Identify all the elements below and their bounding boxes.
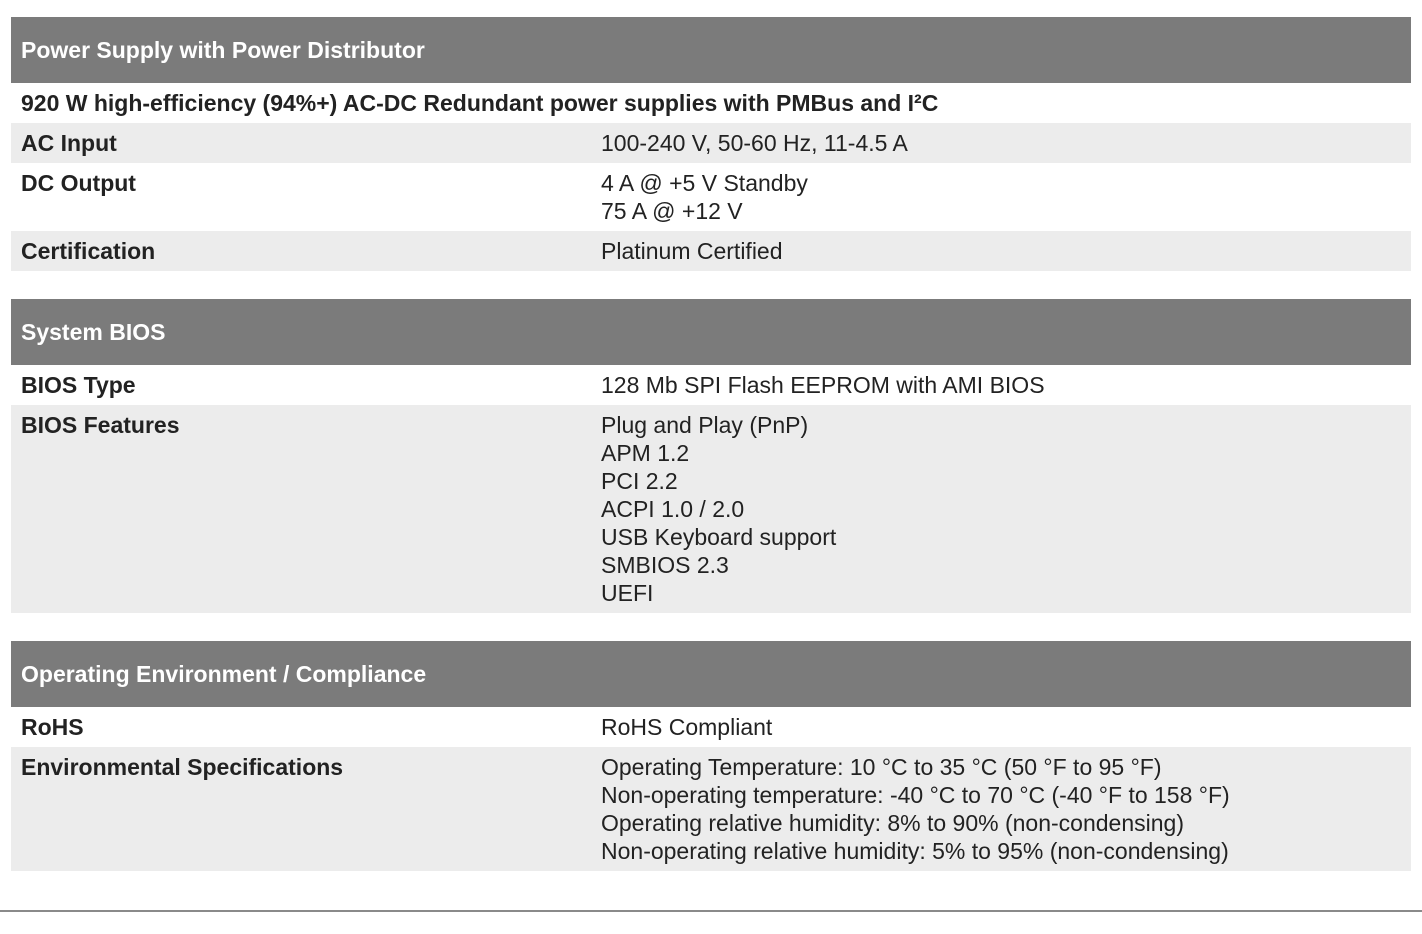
section-header-system-bios: System BIOS <box>11 299 1411 365</box>
spec-value <box>601 169 1411 225</box>
spec-label: Certification <box>21 238 156 264</box>
spec-value-line: ACPI 1.0 / 2.0 <box>601 496 745 522</box>
operating-environment-table <box>11 641 1411 871</box>
spec-value-line: 4 A @ +5 V Standby <box>601 170 808 196</box>
spec-row-certification <box>11 231 1411 271</box>
power-supply-summary: 920 W high-efficiency (94%+) AC-DC Redundant power supplies with PMBus and I²C <box>21 90 939 116</box>
spec-row-environmental-specifications <box>11 747 1411 871</box>
spec-value-line: UEFI <box>601 580 654 606</box>
spec-label: DC Output <box>21 170 136 196</box>
section-header-power-supply: Power Supply with Power Distributor <box>11 17 1411 83</box>
spec-row-rohs <box>11 707 1411 747</box>
spec-value-line: Platinum Certified <box>601 238 783 264</box>
spec-value-line: USB Keyboard support <box>601 524 837 550</box>
spec-value <box>601 713 1411 741</box>
spec-value-line: SMBIOS 2.3 <box>601 552 729 578</box>
spec-value <box>601 411 1411 607</box>
spec-value-line: 128 Mb SPI Flash EEPROM with AMI BIOS <box>601 372 1045 398</box>
spec-value-line: Non-operating temperature: -40 °C to 70 °C (-40 °F to 158 °F) <box>601 782 1230 808</box>
bottom-divider <box>0 910 1422 912</box>
spec-value <box>601 371 1411 399</box>
spec-value-line: Non-operating relative humidity: 5% to 95% (non-condensing) <box>601 838 1229 864</box>
spec-label: Environmental Specifications <box>21 754 344 780</box>
spec-value <box>601 129 1411 157</box>
power-supply-table <box>11 17 1411 271</box>
spec-value-line: 75 A @ +12 V <box>601 198 743 224</box>
spec-row-ac-input <box>11 123 1411 163</box>
spec-value <box>601 753 1411 865</box>
spec-row-bios-features <box>11 405 1411 613</box>
spec-value-line: RoHS Compliant <box>601 714 773 740</box>
spec-value-line: Operating relative humidity: 8% to 90% (non-condensing) <box>601 810 1184 836</box>
spec-row-dc-output <box>11 163 1411 231</box>
spec-value-line: PCI 2.2 <box>601 468 678 494</box>
spec-value-line: 100-240 V, 50-60 Hz, 11-4.5 A <box>601 130 908 156</box>
spec-value-line: APM 1.2 <box>601 440 690 466</box>
power-supply-summary-row <box>11 83 1411 123</box>
spec-value-line: Operating Temperature: 10 °C to 35 °C (50 °F to 95 °F) <box>601 754 1162 780</box>
spec-label: RoHS <box>21 714 84 740</box>
spec-label: BIOS Features <box>21 412 180 438</box>
spec-label: BIOS Type <box>21 372 136 398</box>
spec-value-line: Plug and Play (PnP) <box>601 412 809 438</box>
spec-row-bios-type <box>11 365 1411 405</box>
system-bios-table <box>11 299 1411 613</box>
spec-value <box>601 237 1411 265</box>
section-header-operating-environment: Operating Environment / Compliance <box>11 641 1411 707</box>
spec-label: AC Input <box>21 130 117 156</box>
